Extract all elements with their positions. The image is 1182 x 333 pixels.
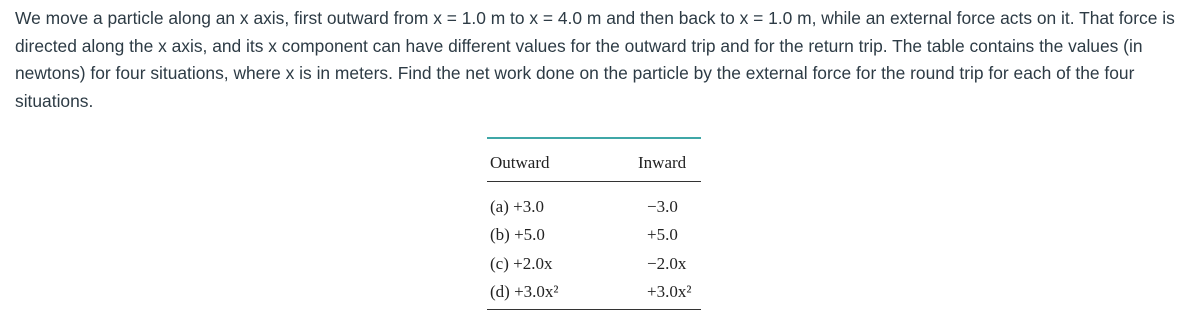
header-outward: Outward: [490, 153, 550, 172]
problem-statement: We move a particle along an x axis, first outward from x = 1.0 m to x = 4.0 m and then back to x = 1.0 m, while an external force acts on it. That force is directed along the x axis, and its x component can have different values for the outward trip and for the return trip. The table contains the values (in newtons) for four situations, where x is in meters. Find the net work done on the particle by the external force for the round trip for each of the four situations.: [15, 8, 1175, 111]
table-body: [487, 182, 701, 309]
row-d-outward: (d) +3.0x²: [490, 282, 559, 301]
table-row: [487, 197, 701, 221]
row-a-outward: (a) +3.0: [490, 197, 544, 216]
table-row: [487, 282, 701, 306]
row-c-outward: (c) +2.0x: [490, 254, 553, 273]
row-c-inward: −2.0x: [647, 254, 687, 273]
table-bottom-rule: [487, 309, 701, 310]
table-header: [487, 139, 701, 181]
table-row: [487, 225, 701, 249]
force-table: [487, 137, 701, 310]
row-b-inward: +5.0: [647, 225, 678, 244]
row-a-inward: −3.0: [647, 197, 678, 216]
row-b-outward: (b) +5.0: [490, 225, 545, 244]
header-inward: Inward: [638, 153, 687, 172]
table-row: [487, 254, 701, 278]
row-d-inward: +3.0x²: [647, 282, 692, 301]
